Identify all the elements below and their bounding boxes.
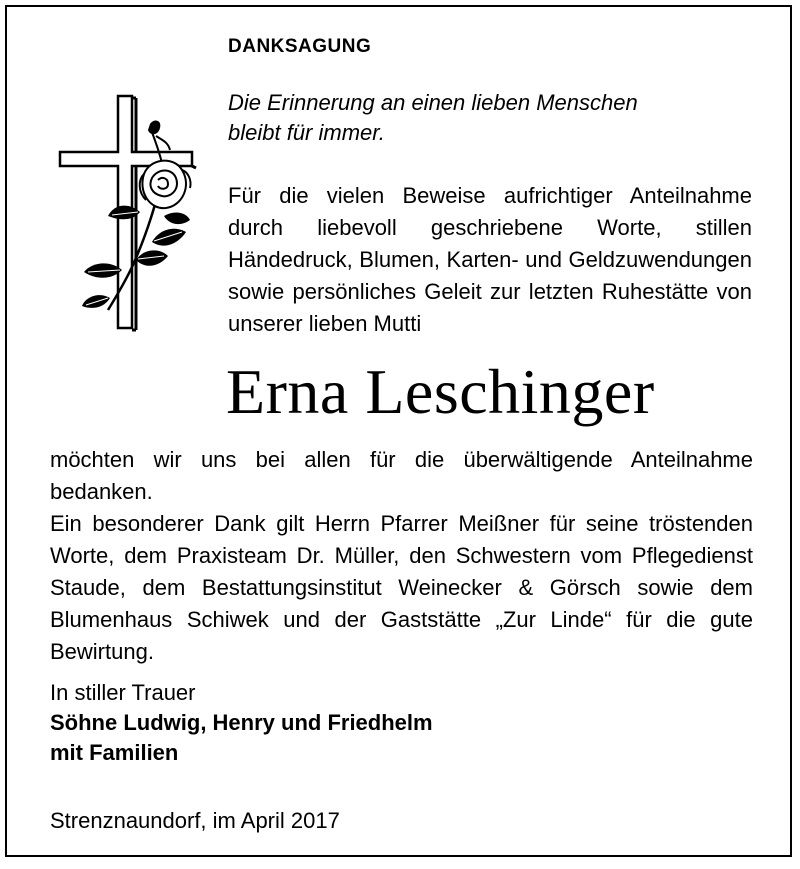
signatories-line-2: mit Familien [50, 740, 179, 765]
intro-paragraph: Für die vielen Beweise aufrichtiger Anteilnahme durch liebevoll geschriebene Worte, stillen Händedruck, Blumen, Karten- und Geldzuwendungen sowie persönliches Geleit zur letzten Ruhestätte von unserer lieben Mutti [228, 183, 752, 336]
signatories-line-1: Söhne Ludwig, Henry und Friedhelm [50, 710, 433, 735]
thanks-paragraph-2: Ein besonderer Dank gilt Herrn Pfarrer Meißner für seine tröstenden Worte, dem Praxisteam Dr. Müller, den Schwestern vom Pflegedienst Staude, dem Bestattungsinstitut Weinecker & Görsch sowie dem Blumenhaus Schiwek und der Gaststätte „Zur Linde“ für die gute Bewirtung. [50, 511, 753, 664]
mourning-line: In stiller Trauer [50, 680, 196, 705]
notice-motto [228, 88, 768, 148]
cross-with-rose-icon [52, 92, 202, 332]
place-date: Strenznaundorf, im April 2017 [50, 808, 340, 833]
thanks-paragraph-1: möchten wir uns bei allen für die überwältigende Anteilnahme bedanken. [50, 447, 753, 504]
motto-line-1: Die Erinnerung an einen lieben Menschen [228, 90, 638, 115]
thanks-body [50, 444, 753, 668]
deceased-name: Erna Leschinger [226, 356, 655, 427]
motto-line-2: bleibt für immer. [228, 120, 385, 145]
signature-block [50, 678, 433, 768]
notice-heading: DANKSAGUNG [228, 36, 372, 57]
